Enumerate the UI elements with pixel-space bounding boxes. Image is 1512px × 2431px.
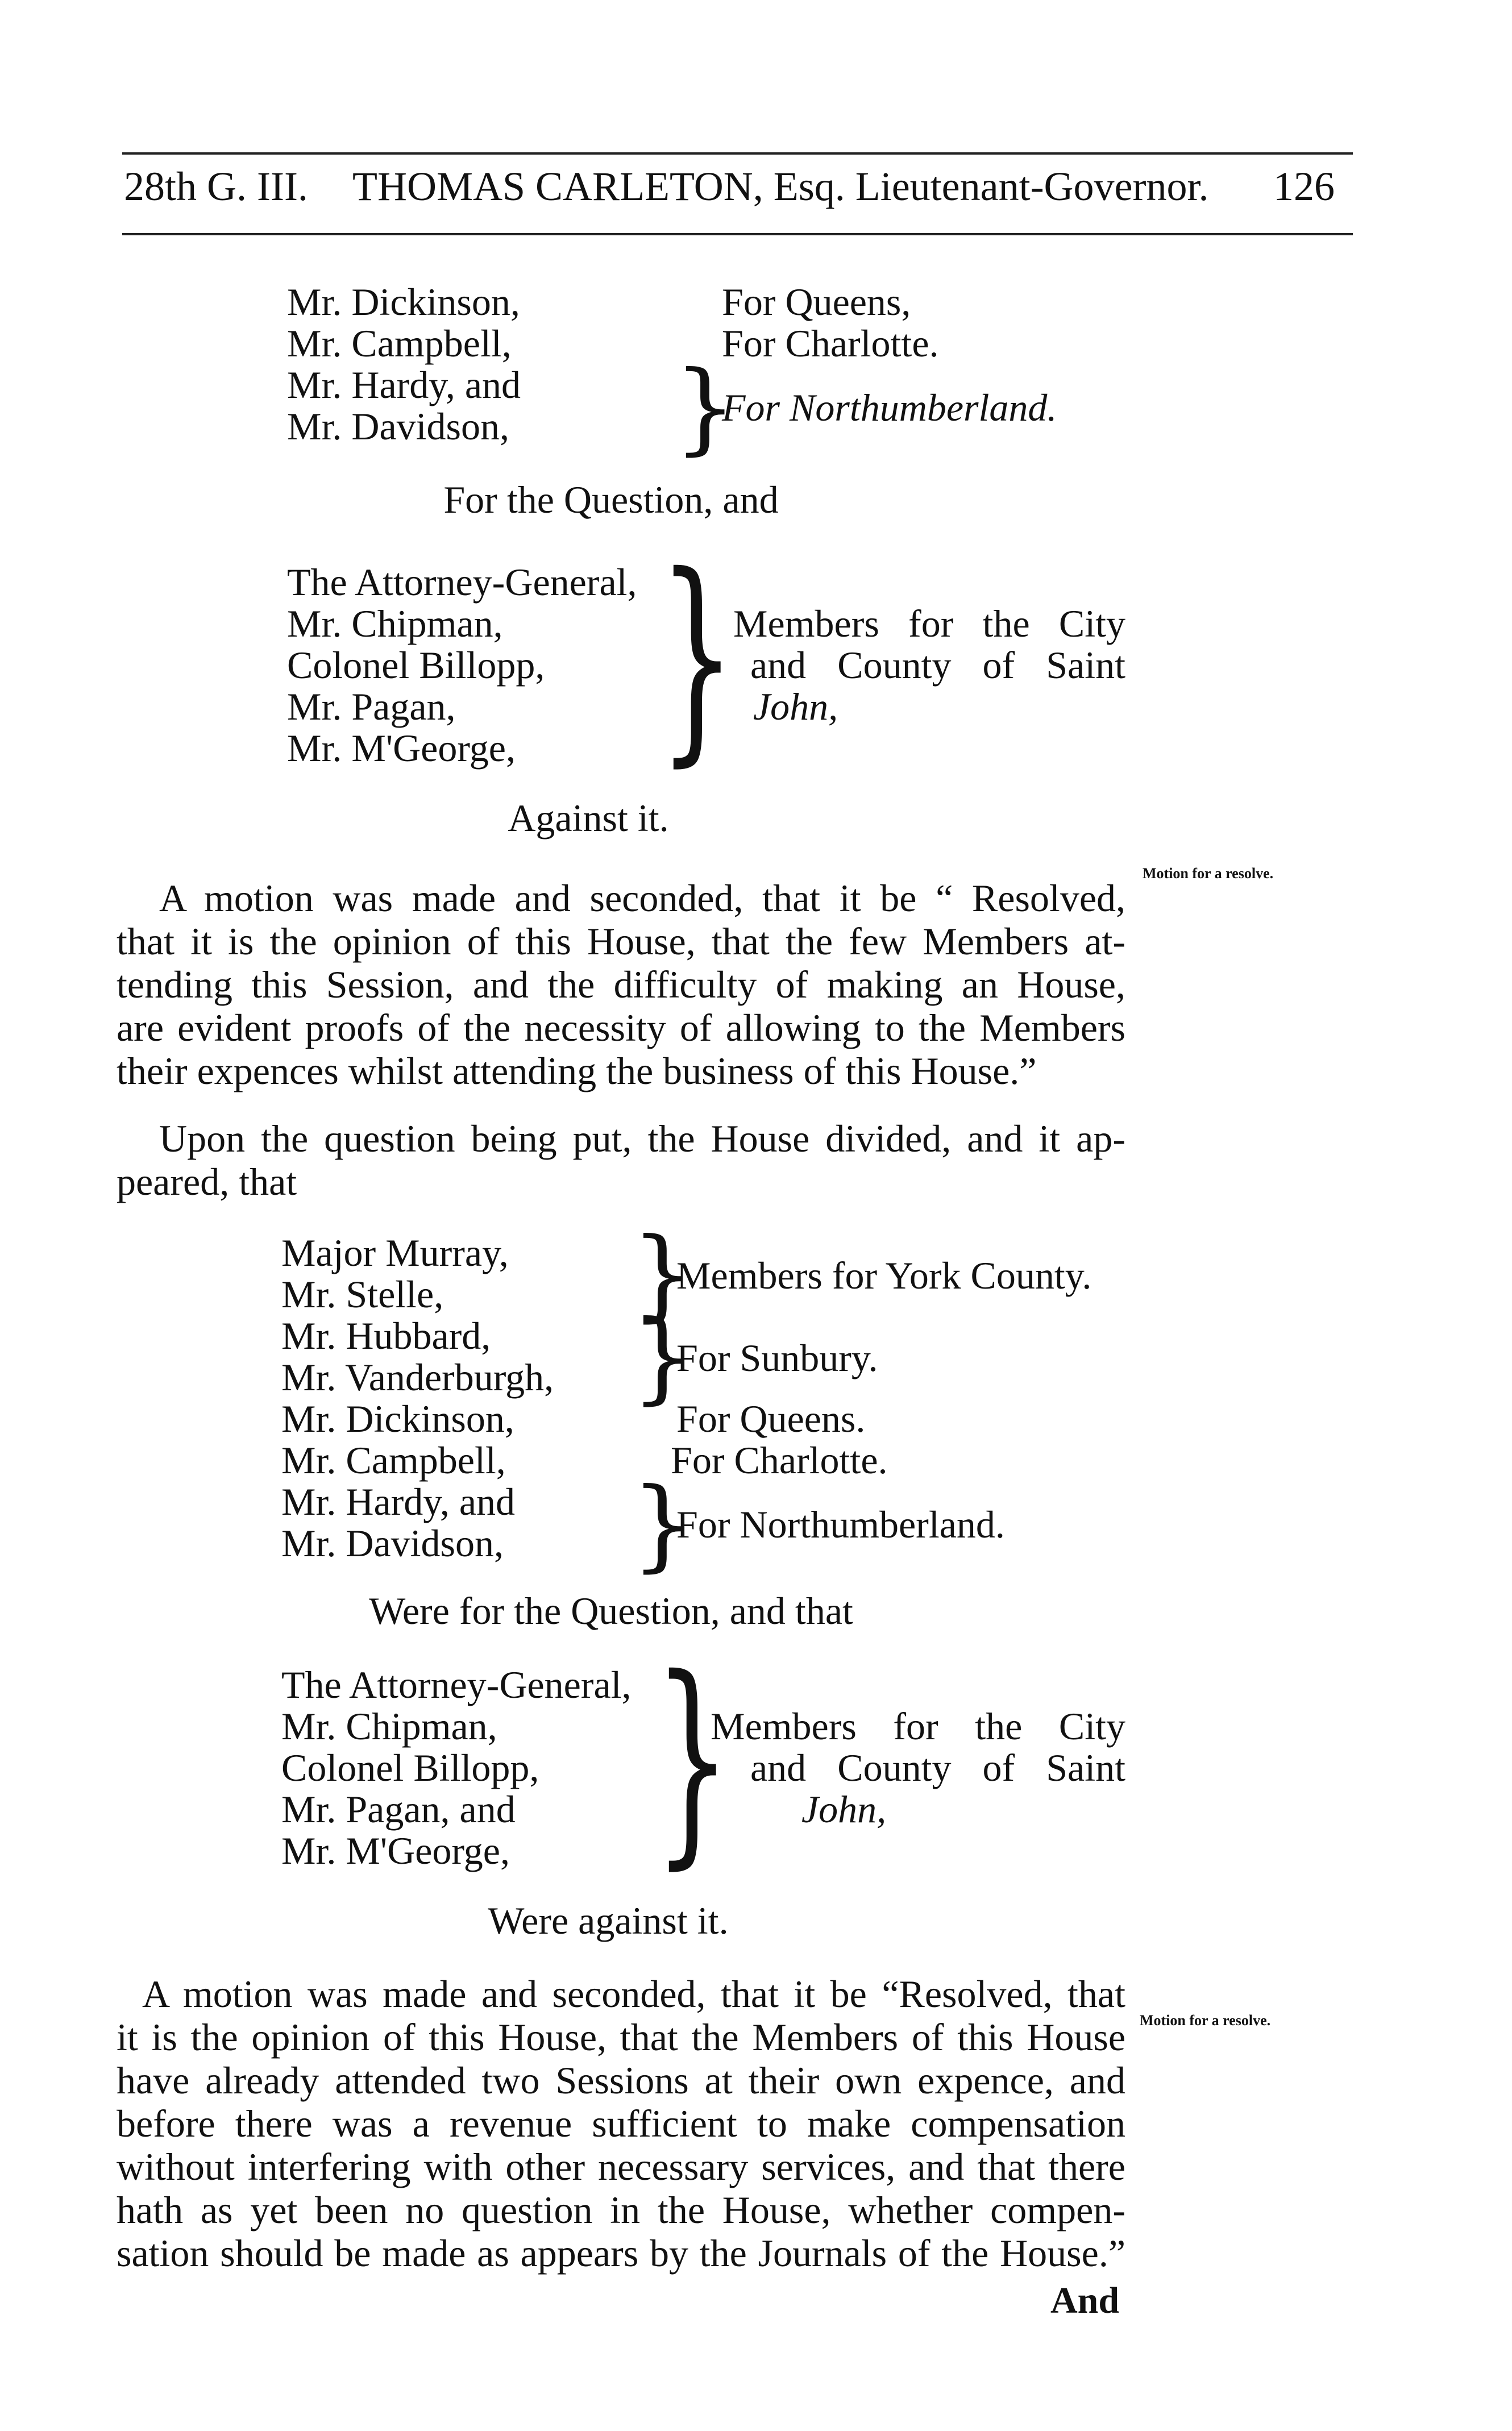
brace-icon: }	[631, 1217, 695, 1332]
vote1-members-line-1: Members for the City	[733, 602, 1125, 645]
brace-icon: }	[631, 1467, 695, 1582]
motion1-line-3: tending this Session, and the difficulty of making an House,	[117, 963, 1125, 1006]
motion1-line-4: are evident proofs of the necessity of allowing to the Members	[117, 1006, 1125, 1049]
motion1-line-1: A motion was made and seconded, that it be “ Resolved,	[159, 876, 1125, 920]
vote1-for-northumberland: For Northumberland.	[722, 386, 1057, 429]
motion1-line-2: that it is the opinion of this House, that the few Members at-	[117, 920, 1125, 963]
header-bottom-rule	[122, 233, 1353, 235]
vote2-sunbury-name-2: Mr. Vanderburgh,	[281, 1356, 554, 1399]
motion2-paragraph	[117, 1972, 1125, 2275]
motion2-line-6: hath as yet been no question in the House, whether compen-	[117, 2188, 1125, 2231]
vote1-for-name-4: Mr. Davidson,	[287, 405, 509, 448]
brace-icon: }	[631, 1299, 695, 1415]
motion2-line-5: without interfering with other necessary services, and that there	[117, 2145, 1125, 2188]
vote1-for-place-2: For Charlotte.	[722, 322, 939, 365]
vote1-against-name-2: Mr. Chipman,	[287, 602, 503, 645]
vote1-for-name-3: Mr. Hardy, and	[287, 363, 521, 406]
vote2-against-name-2: Mr. Chipman,	[281, 1705, 497, 1748]
header-top-rule	[122, 152, 1353, 155]
motion2-line-4: before there was a revenue sufficient to make compensation	[117, 2102, 1125, 2145]
running-head-title: THOMAS CARLETON, Esq. Lieutenant-Governor.	[352, 164, 1209, 209]
vote1-for-label: For the Question, and	[443, 478, 779, 521]
running-head-regnal-year: 28th G. III.	[124, 164, 308, 209]
vote1-for-name-2: Mr. Campbell,	[287, 322, 512, 365]
vote1-members-line-3: John,	[753, 685, 838, 728]
motion1-paragraph	[117, 876, 1125, 1092]
vote2-campbell: Mr. Campbell,	[281, 1439, 506, 1482]
vote2-against-name-1: The Attorney-General,	[281, 1663, 632, 1706]
vote2-against-name-4: Mr. Pagan, and	[281, 1788, 516, 1831]
division-line-2: peared, that	[117, 1160, 297, 1203]
page-number: 126	[1273, 164, 1335, 209]
division-line-1: Upon the question being put, the House divided, and it ap-	[159, 1117, 1125, 1160]
vote2-north-name-1: Mr. Hardy, and	[281, 1480, 516, 1523]
vote1-against-name-1: The Attorney-General,	[287, 560, 637, 604]
vote2-against-name-3: Colonel Billopp,	[281, 1746, 539, 1789]
vote1-against-label: Against it.	[508, 796, 669, 840]
vote1-against-name-3: Colonel Billopp,	[287, 643, 545, 687]
vote2-members-line-2: and County of Saint	[750, 1746, 1125, 1789]
motion2-line-3: have already attended two Sessions at their own expence, and	[117, 2059, 1125, 2102]
vote1-against-name-5: Mr. M'George,	[287, 726, 516, 770]
motion2-margin-note: Motion for a resolve.	[1140, 2012, 1271, 2029]
catchword: And	[1050, 2280, 1120, 2321]
vote2-members-line-1: Members for the City	[711, 1705, 1125, 1748]
brace-icon: }	[658, 527, 736, 786]
vote2-members-line-3: John,	[801, 1788, 887, 1831]
motion2-line-2: it is the opinion of this House, that the Members of this House	[117, 2016, 1125, 2059]
vote2-dickinson: Mr. Dickinson,	[281, 1397, 514, 1440]
vote2-york-name-2: Mr. Stelle,	[281, 1273, 444, 1316]
vote2-for-label: Were for the Question, and that	[369, 1589, 853, 1632]
motion2-line-1: A motion was made and seconded, that it be “Resolved, that	[142, 1972, 1125, 2016]
motion2-line-7: sation should be made as appears by the Journals of the House.”	[117, 2231, 1125, 2275]
brace-icon: }	[654, 1630, 732, 1888]
vote2-north-label: For Northumberland.	[676, 1503, 1005, 1546]
vote2-against-label: Were against it.	[488, 1899, 729, 1942]
motion1-margin-note: Motion for a resolve.	[1143, 865, 1274, 882]
vote1-against-name-4: Mr. Pagan,	[287, 685, 456, 728]
vote1-for-place-1: For Queens,	[722, 280, 911, 323]
vote1-members-line-2: and County of Saint	[750, 643, 1125, 687]
vote2-against-name-5: Mr. M'George,	[281, 1829, 510, 1872]
vote2-sunbury-label: For Sunbury.	[676, 1336, 878, 1379]
vote2-north-name-2: Mr. Davidson,	[281, 1522, 504, 1565]
motion1-line-5: their expences whilst attending the business of this House.”	[117, 1049, 1037, 1092]
vote2-york-name-1: Major Murray,	[281, 1231, 509, 1274]
division-paragraph	[117, 1117, 1125, 1203]
vote1-for-name-1: Mr. Dickinson,	[287, 280, 520, 323]
vote2-queens: For Queens.	[676, 1397, 866, 1440]
brace-icon: }	[674, 350, 737, 466]
vote2-sunbury-name-1: Mr. Hubbard,	[281, 1314, 491, 1357]
vote2-charlotte: For Charlotte.	[671, 1439, 888, 1482]
vote2-york-label: Members for York County.	[676, 1254, 1092, 1297]
